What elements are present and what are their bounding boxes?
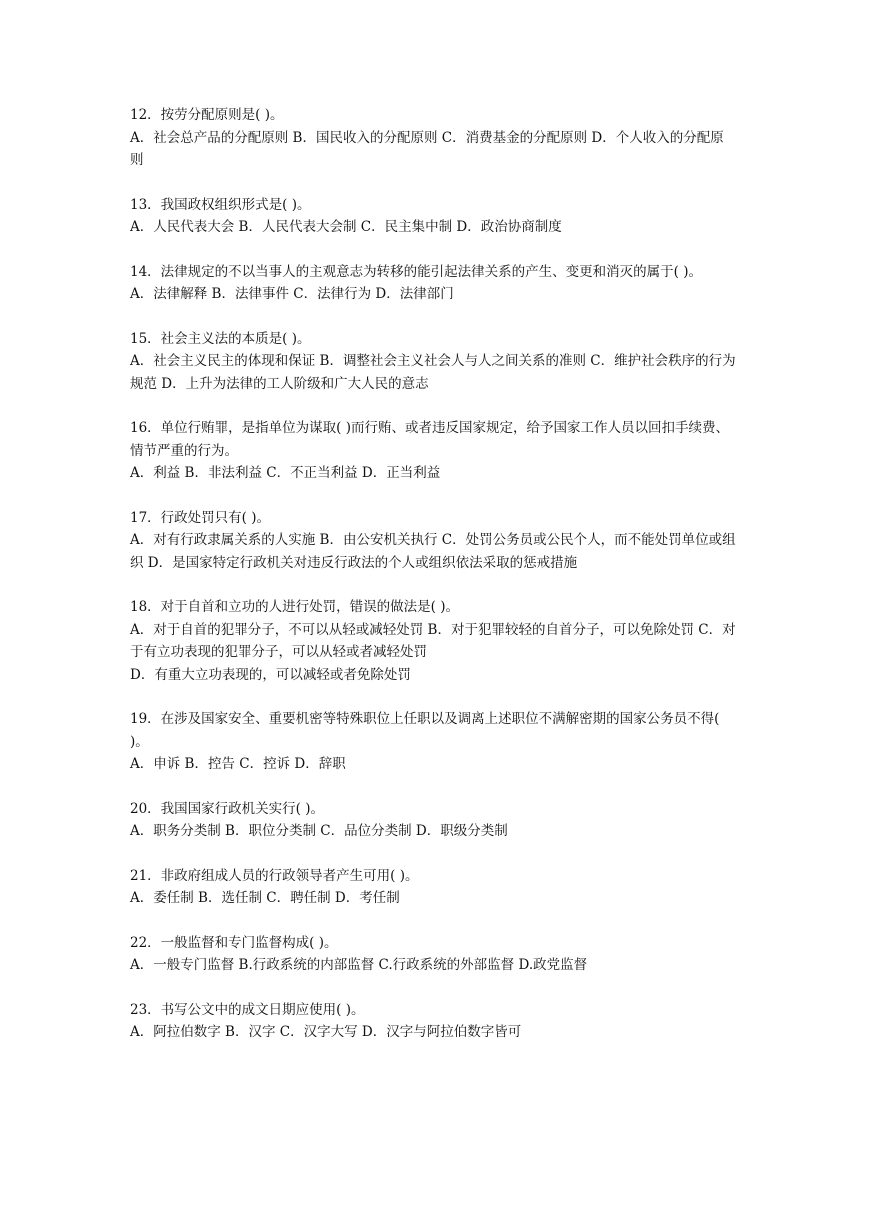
- question-20: [130, 798, 737, 843]
- question-stem: 23．书写公文中的成文日期应使用( )。: [130, 1001, 365, 1018]
- question-16: [130, 417, 737, 485]
- question-options-continued: D．有重大立功表现的，可以减轻或者免除处罚: [130, 666, 411, 683]
- question-options: A．职务分类制 B．职位分类制 C．品位分类制 D．职级分类制: [130, 823, 508, 839]
- question-options: A．对有行政隶属关系的人实施 B．由公安机关执行 C．处罚公务员或公民个人，而不能处罚单位或组织 D．是国家特定行政机关对违反行政法的个人或组织依法采取的惩戒措施: [130, 532, 736, 571]
- question-options: A．利益 B．非法利益 C．不正当利益 D．正当利益: [130, 465, 441, 481]
- question-options: A．申诉 B．控告 C．控诉 D．辞职: [130, 756, 346, 772]
- question-stem: 15．社会主义法的本质是( )。: [130, 330, 311, 347]
- question-14: [130, 261, 737, 306]
- question-15: [130, 328, 737, 396]
- question-stem: 12．按劳分配原则是( )。: [130, 107, 284, 123]
- question-stem: 19．在涉及国家安全、重要机密等特殊职位上任职以及调离上述职位不满解密期的国家公务员不得( )。: [130, 711, 720, 750]
- question-23: [130, 999, 737, 1044]
- question-stem: 20．我国国家行政机关实行( )。: [130, 800, 325, 817]
- question-18: [130, 596, 737, 686]
- question-options: A．法律解释 B．法律事件 C．法律行为 D．法律部门: [130, 286, 454, 302]
- question-13: [130, 194, 737, 239]
- question-options: A．委任制 B．选任制 C．聘任制 D．考任制: [130, 890, 400, 906]
- question-options: A．人民代表大会 B．人民代表大会制 C．民主集中制 D．政治协商制度: [130, 219, 562, 235]
- question-stem: 13．我国政权组织形式是( )。: [130, 196, 311, 213]
- question-options: A．一般专门监督 B.行政系统的内部监督 C.行政系统的外部监督 D.政党监督: [130, 957, 588, 973]
- question-options: A．社会总产品的分配原则 B．国民收入的分配原则 C．消费基金的分配原则 D．个人收入的分配原则: [130, 129, 724, 168]
- question-17: [130, 507, 737, 575]
- question-19: [130, 708, 737, 776]
- question-stem: 14．法律规定的不以当事人的主观意志为转移的能引起法律关系的产生、变更和消灭的属于( )。: [130, 263, 703, 280]
- question-options: A．社会主义民主的体现和保证 B．调整社会主义社会人与人之间关系的准则 C．维护社会秩序的行为规范 D．上升为法律的工人阶级和广大人民的意志: [130, 353, 736, 392]
- question-stem: 16．单位行贿罪，是指单位为谋取( )而行贿、或者违反国家规定，给予国家工作人员以回扣手续费、情节严重的行为。: [130, 420, 730, 459]
- question-stem: 22．一般监督和专门监督构成( )。: [130, 934, 338, 951]
- question-22: [130, 932, 737, 977]
- question-stem: 17．行政处罚只有( )。: [130, 509, 271, 526]
- question-options: A．对于自首的犯罪分子，不可以从轻或减轻处罚 B．对于犯罪较轻的自首分子，可以免除处罚 C．对于有立功表现的犯罪分子，可以从轻或者减轻处罚: [130, 621, 736, 660]
- question-stem: 21．非政府组成人员的行政领导者产生可用( )。: [130, 867, 419, 884]
- question-stem: 18．对于自首和立功的人进行处罚，错误的做法是( )。: [130, 599, 460, 615]
- question-options: A．阿拉伯数字 B．汉字 C．汉字大写 D．汉字与阿拉伯数字皆可: [130, 1024, 522, 1040]
- question-21: [130, 865, 737, 910]
- question-12: [130, 104, 737, 172]
